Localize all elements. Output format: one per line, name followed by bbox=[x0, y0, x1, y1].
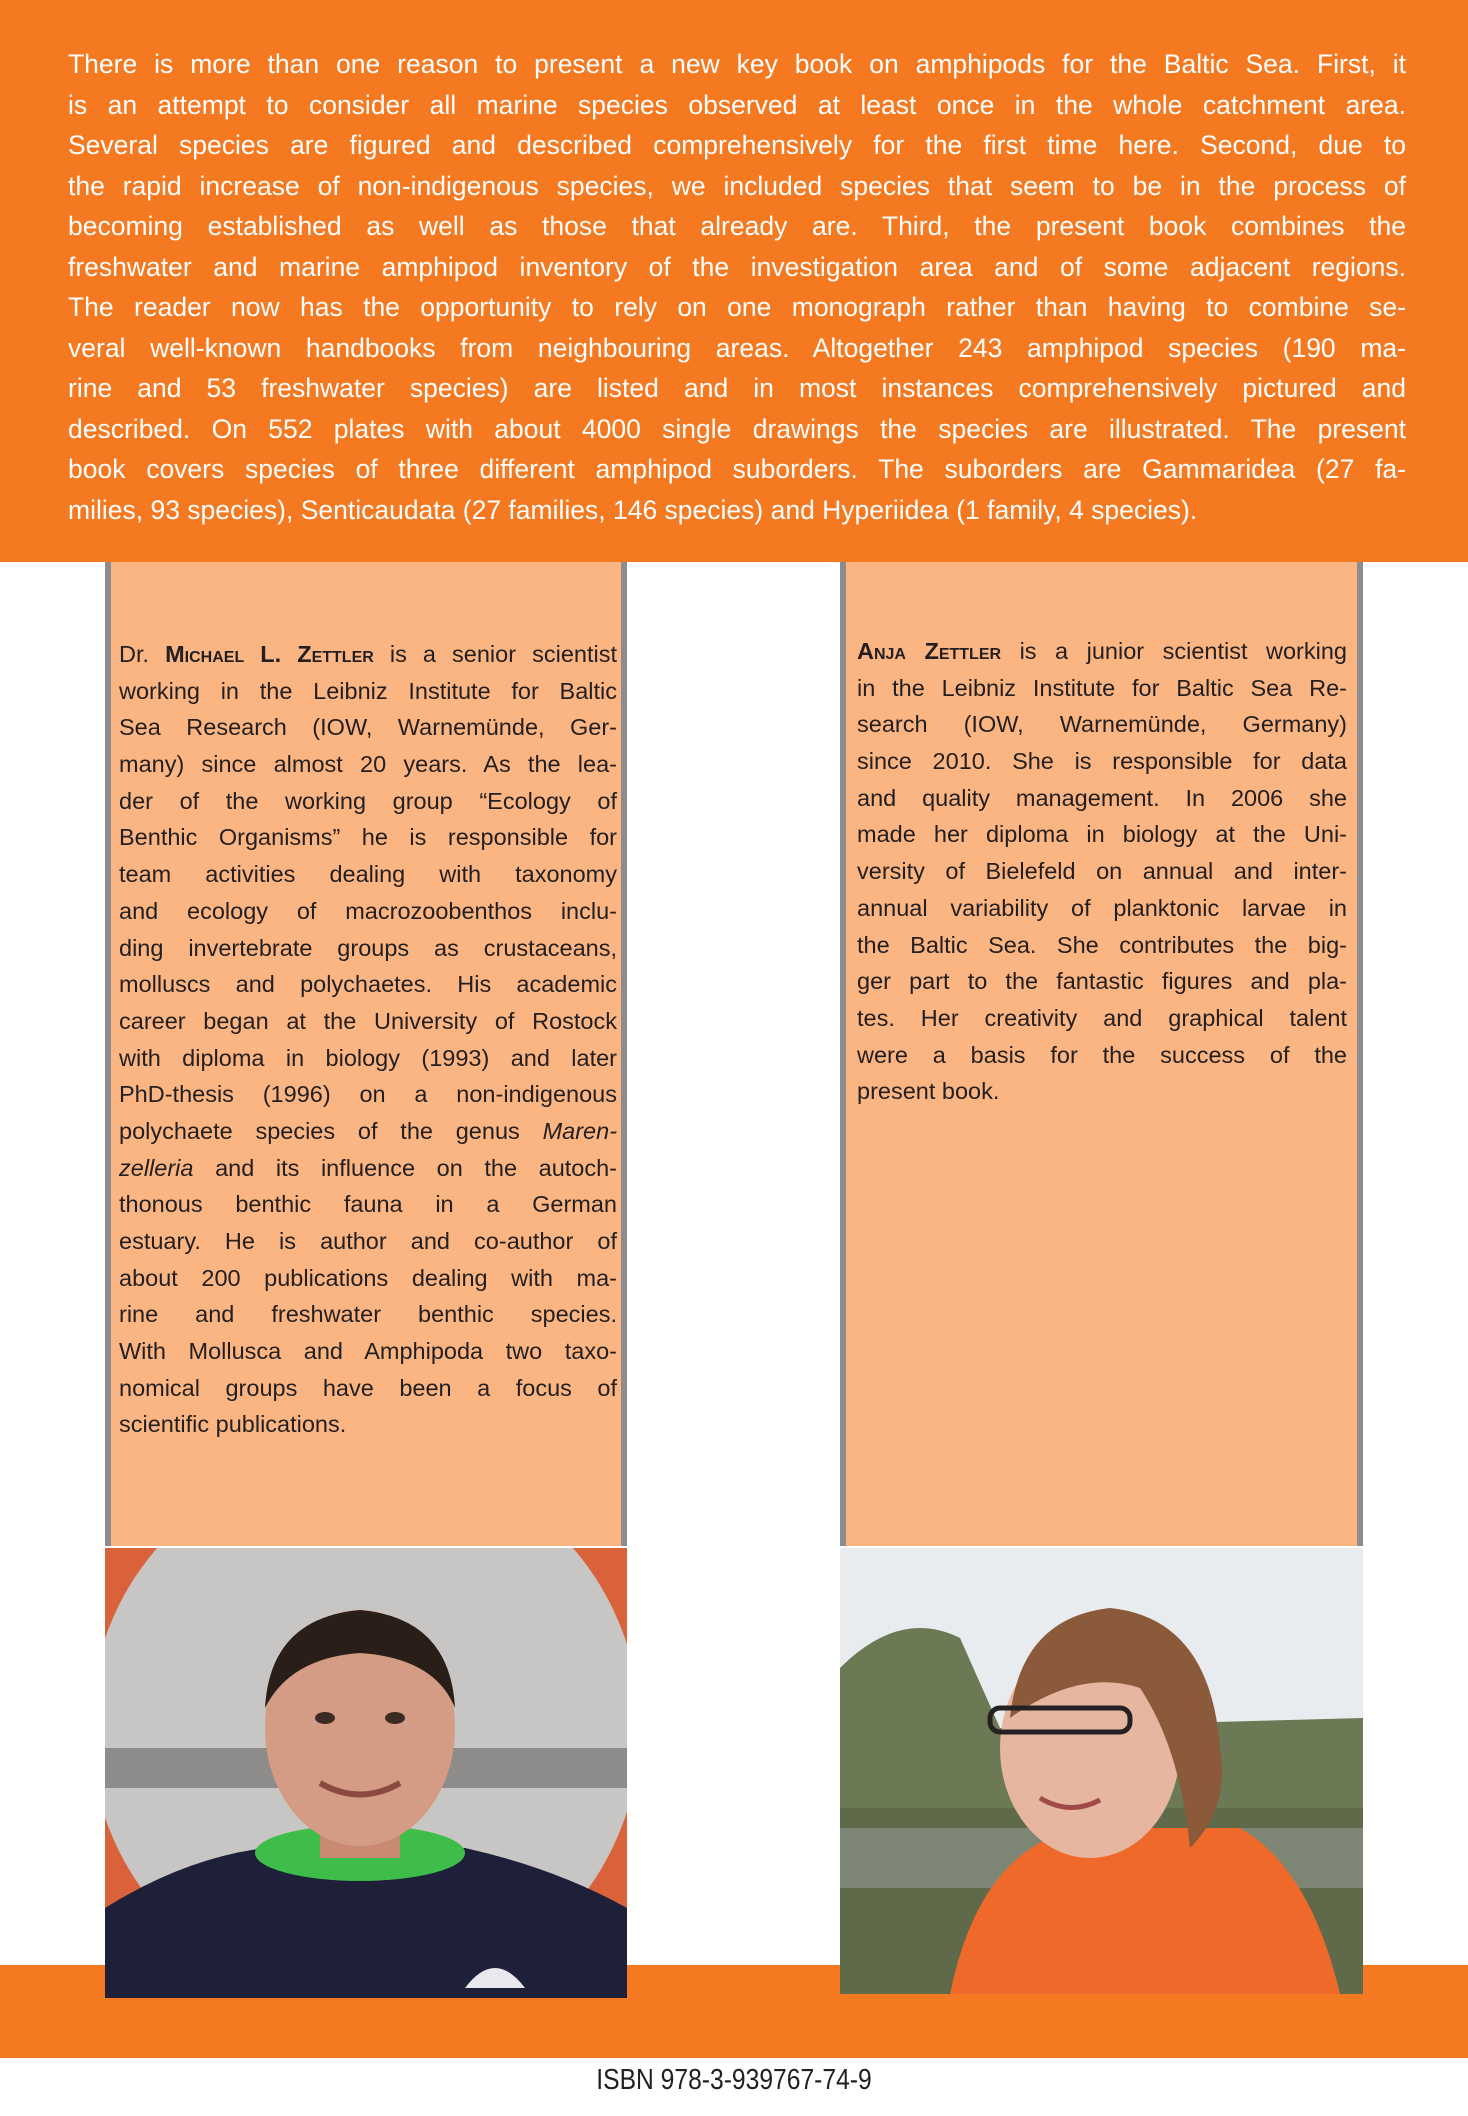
text-line: present book. bbox=[857, 1078, 1000, 1105]
text-line: freshwater and marine amphipod inventory of the investigation area and of some adjacent regions. bbox=[68, 251, 1406, 282]
text-line: made her diploma in biology at the Uni- bbox=[857, 821, 1347, 848]
text-line: in the Leibniz Institute for Baltic Sea Re- bbox=[857, 674, 1347, 701]
genus-name: Maren- bbox=[542, 1117, 618, 1144]
intro-paragraph bbox=[68, 44, 1406, 530]
text-line: Sea Research (IOW, Warnemünde, Ger- bbox=[119, 714, 617, 741]
text-line: scientific publications. bbox=[119, 1411, 347, 1438]
text-line: since 2010. She is responsible for data bbox=[857, 748, 1347, 775]
bio-line bbox=[119, 636, 617, 673]
text-line: ding invertebrate groups as crustaceans, bbox=[119, 934, 617, 961]
text-line: rine and 53 freshwater species) are listed and in most instances comprehensively pictured and bbox=[68, 373, 1406, 403]
text-line: thonous benthic fauna in a German bbox=[119, 1191, 617, 1218]
bio-text: is a senior scientist bbox=[389, 641, 617, 667]
bio-line bbox=[119, 1150, 617, 1187]
text-line: and quality management. In 2006 she bbox=[857, 784, 1347, 811]
text-line: There is more than one reason to present a new key book on amphipods for the Baltic Sea. First, it bbox=[68, 49, 1406, 79]
bio-text: and its influence on the autoch- bbox=[215, 1154, 618, 1181]
text-line: career began at the University of Rostock bbox=[119, 1007, 617, 1034]
text-line: Several species are figured and described comprehensively for the first time here. Second, due to bbox=[68, 130, 1406, 160]
photo-michael-zettler bbox=[105, 1548, 627, 1998]
text-line: is an attempt to consider all marine species observed at least once in the whole catchment area. bbox=[68, 89, 1406, 120]
text-line: tes. Her creativity and graphical talent bbox=[857, 1004, 1347, 1031]
bio-text: polychaete species of the genus bbox=[119, 1117, 520, 1144]
genus-name: zelleria bbox=[119, 1154, 194, 1181]
bio-michael-zettler bbox=[119, 636, 617, 1443]
text-line: rine and freshwater benthic species. bbox=[119, 1301, 617, 1328]
bio-line bbox=[119, 1113, 617, 1150]
title-prefix: Dr. bbox=[119, 641, 150, 667]
text-line: the Baltic Sea. She contributes the big- bbox=[857, 931, 1347, 958]
author-name: Anja Zettler bbox=[857, 638, 1002, 664]
text-line: search (IOW, Warnemünde, Germany) bbox=[857, 711, 1347, 738]
text-line: milies, 93 species), Senticaudata (27 families, 146 species) and Hyperiidea (1 family, 4 species). bbox=[68, 494, 1198, 525]
bio-line bbox=[857, 633, 1347, 670]
text-line: molluscs and polychaetes. His academic bbox=[119, 971, 617, 998]
text-line: der of the working group “Ecology of bbox=[119, 787, 617, 814]
text-line: book covers species of three different amphipod suborders. The suborders are Gammaridea (27 fa- bbox=[68, 454, 1406, 484]
text-line: annual variability of planktonic larvae in bbox=[857, 894, 1347, 921]
isbn: ISBN 978-3-939767-74-9 bbox=[596, 2064, 872, 2096]
text-line: with diploma in biology (1993) and later bbox=[119, 1044, 617, 1071]
photo-anja-zettler bbox=[840, 1548, 1363, 1994]
text-line: PhD-thesis (1996) on a non-indigenous bbox=[119, 1081, 617, 1108]
bio-text: is a junior scientist working bbox=[1019, 638, 1347, 664]
text-line: With Mollusca and Amphipoda two taxo- bbox=[119, 1338, 617, 1365]
text-line: were a basis for the success of the bbox=[857, 1041, 1347, 1068]
text-line: working in the Leibniz Institute for Baltic bbox=[119, 677, 617, 704]
text-line: and ecology of macrozoobenthos inclu- bbox=[119, 897, 617, 924]
text-line: team activities dealing with taxonomy bbox=[119, 861, 617, 888]
author-name: Michael L. Zettler bbox=[165, 641, 374, 667]
bio-anja-zettler bbox=[857, 633, 1347, 1110]
text-line: described. On 552 plates with about 4000 single drawings the species are illustrated. The present bbox=[68, 413, 1406, 444]
text-line: versity of Bielefeld on annual and inter- bbox=[857, 858, 1347, 885]
text-line: becoming established as well as those that already are. Third, the present book combines the bbox=[68, 211, 1406, 241]
text-line: the rapid increase of non-indigenous species, we included species that seem to be in the process of bbox=[68, 170, 1406, 201]
text-line: Benthic Organisms” he is responsible for bbox=[119, 824, 617, 851]
text-line: veral well-known handbooks from neighbouring areas. Altogether 243 amphipod species (190 ma- bbox=[68, 332, 1406, 363]
text-line: nomical groups have been a focus of bbox=[119, 1374, 617, 1401]
text-line: The reader now has the opportunity to rely on one monograph rather than having to combine se- bbox=[68, 292, 1406, 322]
text-line: many) since almost 20 years. As the lea- bbox=[119, 751, 617, 778]
text-line: estuary. He is author and co-author of bbox=[119, 1228, 617, 1254]
text-line: ger part to the fantastic figures and pla- bbox=[857, 968, 1347, 995]
text-line: about 200 publications dealing with ma- bbox=[119, 1264, 617, 1291]
